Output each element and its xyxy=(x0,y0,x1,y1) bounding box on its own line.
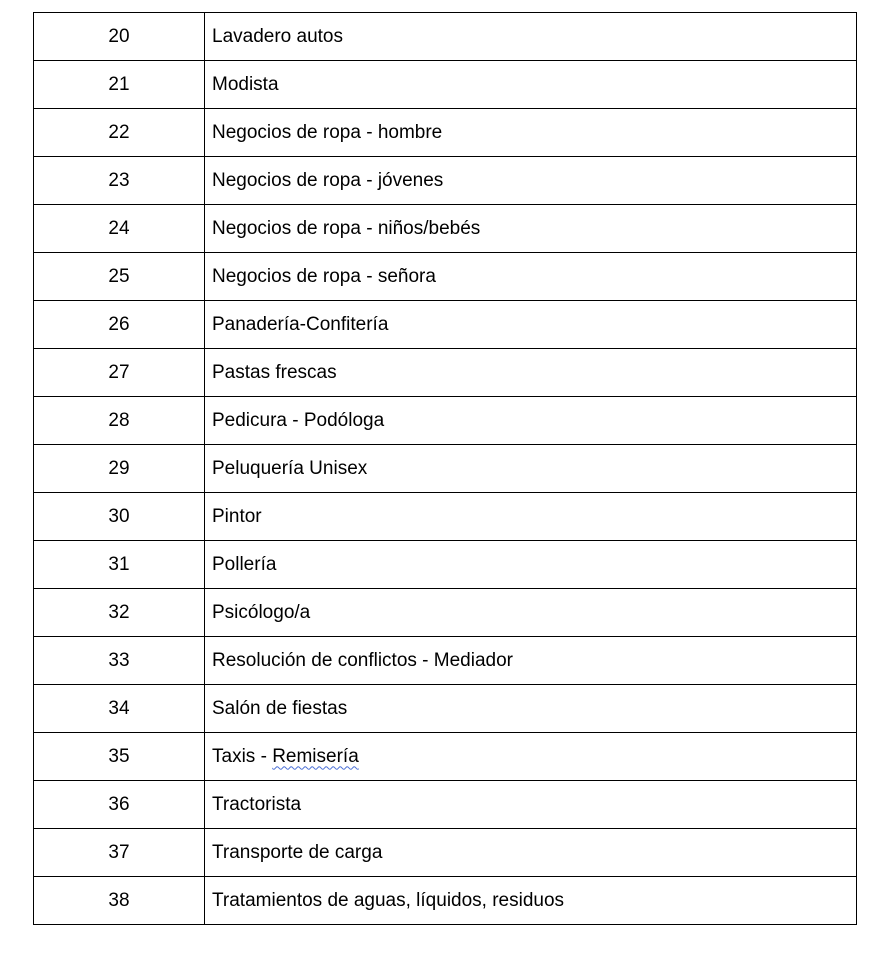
row-number: 34 xyxy=(34,685,205,733)
row-description: Resolución de conflictos - Mediador xyxy=(205,637,857,685)
table-row xyxy=(34,253,857,301)
row-description: Salón de fiestas xyxy=(205,685,857,733)
table-row xyxy=(34,685,857,733)
row-number: 21 xyxy=(34,61,205,109)
row-description: Transporte de carga xyxy=(205,829,857,877)
row-number: 25 xyxy=(34,253,205,301)
table-row xyxy=(34,829,857,877)
row-number: 30 xyxy=(34,493,205,541)
row-number: 27 xyxy=(34,349,205,397)
row-description: Pastas frescas xyxy=(205,349,857,397)
table-row xyxy=(34,397,857,445)
row-description-cell xyxy=(205,733,857,781)
row-description: Tratamientos de aguas, líquidos, residuos xyxy=(205,877,857,925)
row-description: Lavadero autos xyxy=(205,13,857,61)
row-description: Pintor xyxy=(205,493,857,541)
row-number: 22 xyxy=(34,109,205,157)
row-description: Taxis - xyxy=(212,745,273,767)
spellcheck-flagged-word[interactable]: Remisería xyxy=(272,745,359,767)
row-description: Psicólogo/a xyxy=(205,589,857,637)
table-row xyxy=(34,445,857,493)
table-row xyxy=(34,349,857,397)
row-number: 24 xyxy=(34,205,205,253)
table-row xyxy=(34,205,857,253)
row-number: 26 xyxy=(34,301,205,349)
row-number: 33 xyxy=(34,637,205,685)
row-number: 31 xyxy=(34,541,205,589)
row-description: Modista xyxy=(205,61,857,109)
row-number: 20 xyxy=(34,13,205,61)
row-number: 37 xyxy=(34,829,205,877)
table-row xyxy=(34,781,857,829)
row-number: 23 xyxy=(34,157,205,205)
row-number: 36 xyxy=(34,781,205,829)
table-row xyxy=(34,733,857,781)
row-description: Pedicura - Podóloga xyxy=(205,397,857,445)
row-number: 28 xyxy=(34,397,205,445)
table-row xyxy=(34,61,857,109)
table-row xyxy=(34,301,857,349)
table-row xyxy=(34,637,857,685)
row-description: Peluquería Unisex xyxy=(205,445,857,493)
row-number: 35 xyxy=(34,733,205,781)
table-row xyxy=(34,109,857,157)
row-description: Panadería-Confitería xyxy=(205,301,857,349)
row-number: 38 xyxy=(34,877,205,925)
table-row xyxy=(34,13,857,61)
table-row xyxy=(34,877,857,925)
table-row xyxy=(34,493,857,541)
row-description: Negocios de ropa - hombre xyxy=(205,109,857,157)
table-row xyxy=(34,589,857,637)
row-description: Negocios de ropa - niños/bebés xyxy=(205,205,857,253)
row-description: Pollería xyxy=(205,541,857,589)
row-number: 29 xyxy=(34,445,205,493)
table-row xyxy=(34,541,857,589)
row-number: 32 xyxy=(34,589,205,637)
row-description: Negocios de ropa - señora xyxy=(205,253,857,301)
table-row xyxy=(34,157,857,205)
row-description: Tractorista xyxy=(205,781,857,829)
row-description: Negocios de ropa - jóvenes xyxy=(205,157,857,205)
services-table xyxy=(33,12,857,925)
